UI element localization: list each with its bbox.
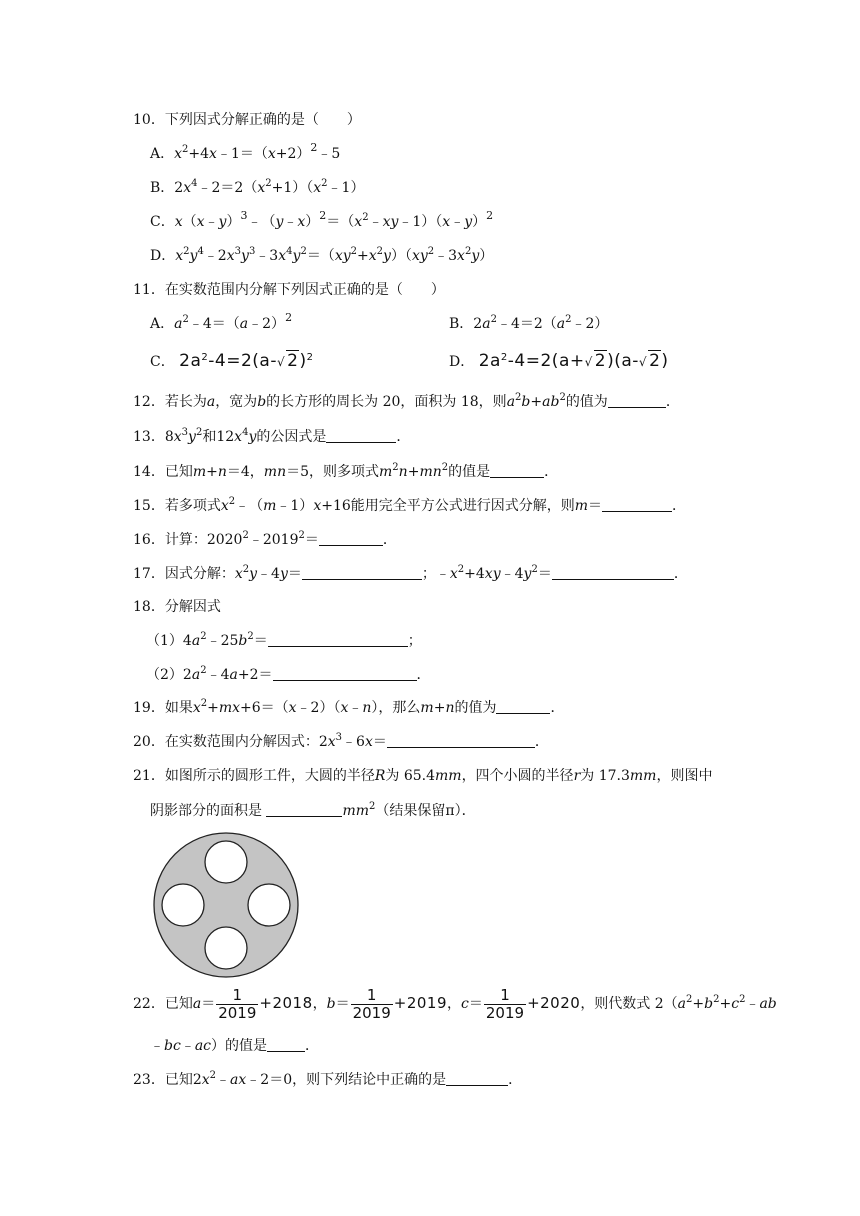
answer-blank[interactable] <box>319 531 383 546</box>
q18-part-2: $(2)2a^2﹣4a+2=$ ． <box>146 665 431 683</box>
answer-blank[interactable] <box>602 497 672 512</box>
math-expr: $2a^2-4=2(a-√$ 2)$^2$ <box>179 351 314 371</box>
option-label: D． <box>150 248 176 264</box>
answer-blank[interactable] <box>302 565 422 580</box>
answer-blank[interactable] <box>608 393 666 408</box>
answer-blank[interactable] <box>490 463 544 478</box>
option-label: A． <box>150 316 175 332</box>
small-circle-left <box>162 884 204 926</box>
circular-workpiece-figure <box>152 831 300 979</box>
q10-option-c <box>150 209 494 232</box>
q13: 13．$8x^3y^2$和$12x^4y$的公因式是 ． <box>133 427 411 445</box>
q15: 15．若多项式$x^2﹣(m﹣1)x+16$能用完全平方公式进行因式分解，则m＝ ． <box>133 496 687 514</box>
math-expr: $2x^4﹣2=2(x^2+1)(x^2﹣1)$ <box>174 178 365 196</box>
q16: 16．计算：$2020^2﹣2019^2=$ ． <box>133 530 397 548</box>
q11-option-d <box>449 350 669 372</box>
q18-stem: 18．分解因式 <box>133 599 221 615</box>
small-circle-top <box>205 841 247 883</box>
option-label: A． <box>150 146 175 162</box>
math-expr: $x^2y^4﹣2x^3y^3﹣3x^4y^2=(xy^2+x^2y)(xy^2﹣3x^2y)$ <box>175 246 494 264</box>
option-label: D． <box>449 354 475 370</box>
q10-option-a <box>150 141 341 164</box>
q17: 17．因式分解：$x^2y﹣4y=$ ；$﹣x^2+4xy﹣4y^2=$ ． <box>133 564 688 582</box>
answer-blank[interactable] <box>268 632 408 647</box>
fraction: $\frac{1}{2019}$ <box>218 985 257 1022</box>
fraction: $\frac{1}{2019}$ <box>352 985 391 1022</box>
q23: 23．已知$2x^2﹣ax﹣2=0$，则下列结论中正确的是 ． <box>133 1070 523 1088</box>
q10-option-d <box>150 246 493 266</box>
q22-line-2: ﹣bc﹣ac）的值是 ． <box>150 1038 319 1054</box>
math-expr: $2a^2﹣4=2(a^2﹣2)$ <box>473 314 609 332</box>
answer-blank[interactable] <box>552 565 674 580</box>
q11-option-a <box>150 311 293 334</box>
small-circle-right <box>248 884 290 926</box>
q20: 20．在实数范围内分解因式：$2x^3﹣6x=$ ． <box>133 732 549 750</box>
fraction: $\frac{1}{2019}$ <box>485 985 525 1022</box>
math-expr: $x(x﹣y)^3﹣(y﹣x)^2=(x^2﹣xy﹣1)(x﹣y)^2$ <box>174 209 494 230</box>
q14: 14．已知m+n＝4，mn＝5，则多项式$m^2n+mn^2$的值是 ． <box>133 462 559 480</box>
answer-blank[interactable] <box>387 733 535 748</box>
q12: 12．若长为a，宽为b的长方形的周长为 20，面积为 18，则$a^2b+ab^2$的值为 ． <box>133 392 680 410</box>
q21-line-1: 21．如图所示的圆形工件，大圆的半径R为 65.4mm，四个小圆的半径r为 17.3mm，则图中 <box>133 768 713 784</box>
math-expr: $x^2+4x﹣1=(x+2)^2﹣5$ <box>174 141 341 162</box>
small-circle-bottom <box>205 927 247 969</box>
q18-part-1: $(1)4a^2﹣25b^2=$ ； <box>146 631 422 649</box>
math-expr: $2a^2-4=2(a+√$ 2)(a-√ 2) <box>478 351 669 371</box>
q11-option-c <box>150 350 313 372</box>
answer-blank[interactable] <box>266 802 342 817</box>
q10-stem: 10．下列因式分解正确的是（ ） <box>133 112 361 128</box>
option-label: B． <box>150 180 175 196</box>
option-label: C． <box>150 354 175 370</box>
math-expr: $a^2﹣4=(a﹣2)^2$ <box>174 311 293 332</box>
answer-blank[interactable] <box>273 666 417 681</box>
q10-option-b <box>150 178 364 198</box>
q11-stem: 11．在实数范围内分解下列因式正确的是（ ） <box>133 282 445 298</box>
q19: 19．如果$x^2+mx+6=(x﹣2)(x﹣n)$，那么m+n的值为 ． <box>133 698 565 716</box>
answer-blank[interactable] <box>326 428 396 443</box>
option-label: C． <box>150 214 175 230</box>
option-label: B． <box>449 316 474 332</box>
answer-blank[interactable] <box>267 1037 305 1052</box>
q22-line-1: 22．已知a＝ $\frac{1}{2019}$ +2018，b＝ $\frac{1}{2019}$ +2019，c＝ $\frac{1}{2019}$ +2020，则代数式 $2(a^2+b^2+c^2﹣ab$ <box>133 985 777 1022</box>
answer-blank[interactable] <box>496 699 550 714</box>
answer-blank[interactable] <box>446 1071 508 1086</box>
q11-option-b <box>449 314 608 334</box>
q21-line-2: 阴影部分的面积是 $mm^2$（结果保留π）． <box>150 801 476 819</box>
